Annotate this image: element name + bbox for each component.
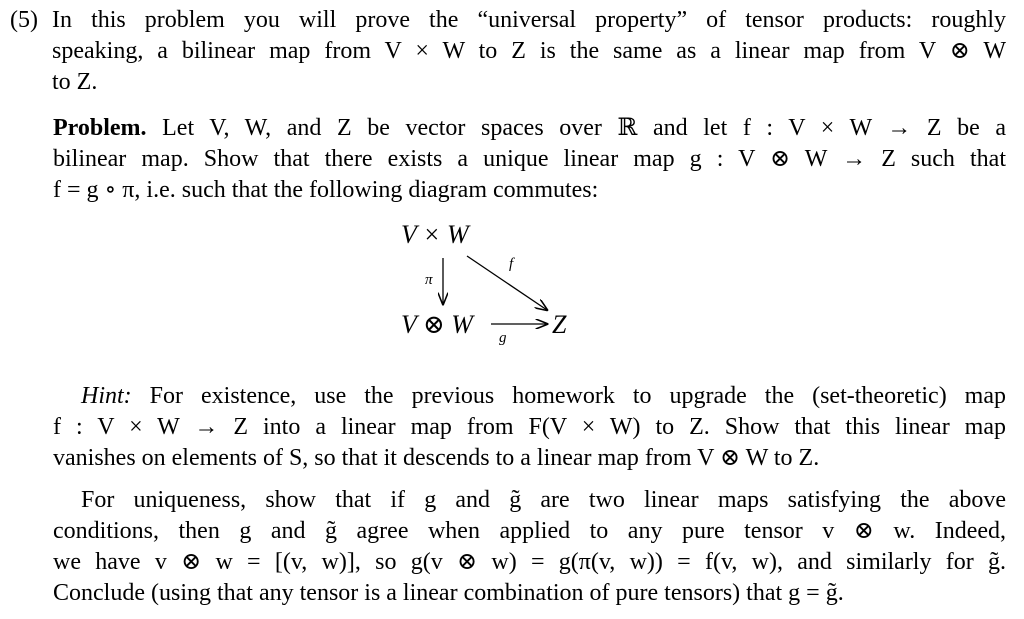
hint-label: Hint: bbox=[81, 383, 132, 409]
uniqueness-line-3: we have v ⊗ w = [(v, w)], so g(v ⊗ w) = g(π(v, w)) = f(v, w), and similarly for g̃. bbox=[53, 549, 1006, 575]
uniqueness-paragraph bbox=[53, 485, 1006, 609]
label-pi: π bbox=[425, 272, 433, 288]
uniqueness-line-4: Conclude (using that any tensor is a linear combination of pure tensors) that g = g̃. bbox=[53, 580, 844, 606]
problem-line-3: f = g ∘ π, i.e. such that the following diagram commutes: bbox=[53, 177, 599, 203]
problem-number: (5) bbox=[10, 7, 38, 33]
hint-line-2: f : V × W → Z into a linear map from F(V × W) to Z. Show that this linear map bbox=[53, 414, 1006, 440]
intro-line-3: to Z. bbox=[52, 69, 98, 95]
problem-paragraph bbox=[53, 113, 1006, 206]
problem-line-1: Let V, W, and Z be vector spaces over ℝ and let f : V × W → Z be a bbox=[162, 115, 1006, 141]
intro-line-2: speaking, a bilinear map from V × W to Z is the same as a linear map from V ⊗ W bbox=[52, 38, 1006, 64]
intro-line-1: In this problem you will prove the “universal property” of tensor products: roughly bbox=[52, 7, 1006, 33]
uniqueness-line-2: conditions, then g and g̃ agree when applied to any pure tensor v ⊗ w. Indeed, bbox=[53, 518, 1006, 544]
uniqueness-line-1: For uniqueness, show that if g and g̃ are two linear maps satisfying the above bbox=[81, 487, 1006, 513]
f-arrow bbox=[467, 256, 547, 310]
node-z: Z bbox=[552, 310, 567, 339]
problem-line-2: bilinear map. Show that there exists a unique linear map g : V ⊗ W → Z such that bbox=[53, 146, 1006, 172]
hint-line-3: vanishes on elements of S, so that it descends to a linear map from V ⊗ W to Z. bbox=[53, 445, 820, 471]
node-v-tensor-w: V ⊗ W bbox=[401, 310, 473, 339]
problem-label: Problem. bbox=[53, 115, 147, 141]
hint-paragraph bbox=[53, 381, 1006, 474]
node-v-times-w: V × W bbox=[401, 220, 469, 249]
commutative-diagram bbox=[390, 218, 590, 348]
intro-paragraph bbox=[10, 5, 1006, 98]
hint-line-1: For existence, use the previous homework to upgrade the (set-theoretic) map bbox=[149, 383, 1007, 409]
label-g: g bbox=[499, 330, 507, 346]
label-f: f bbox=[509, 256, 514, 272]
